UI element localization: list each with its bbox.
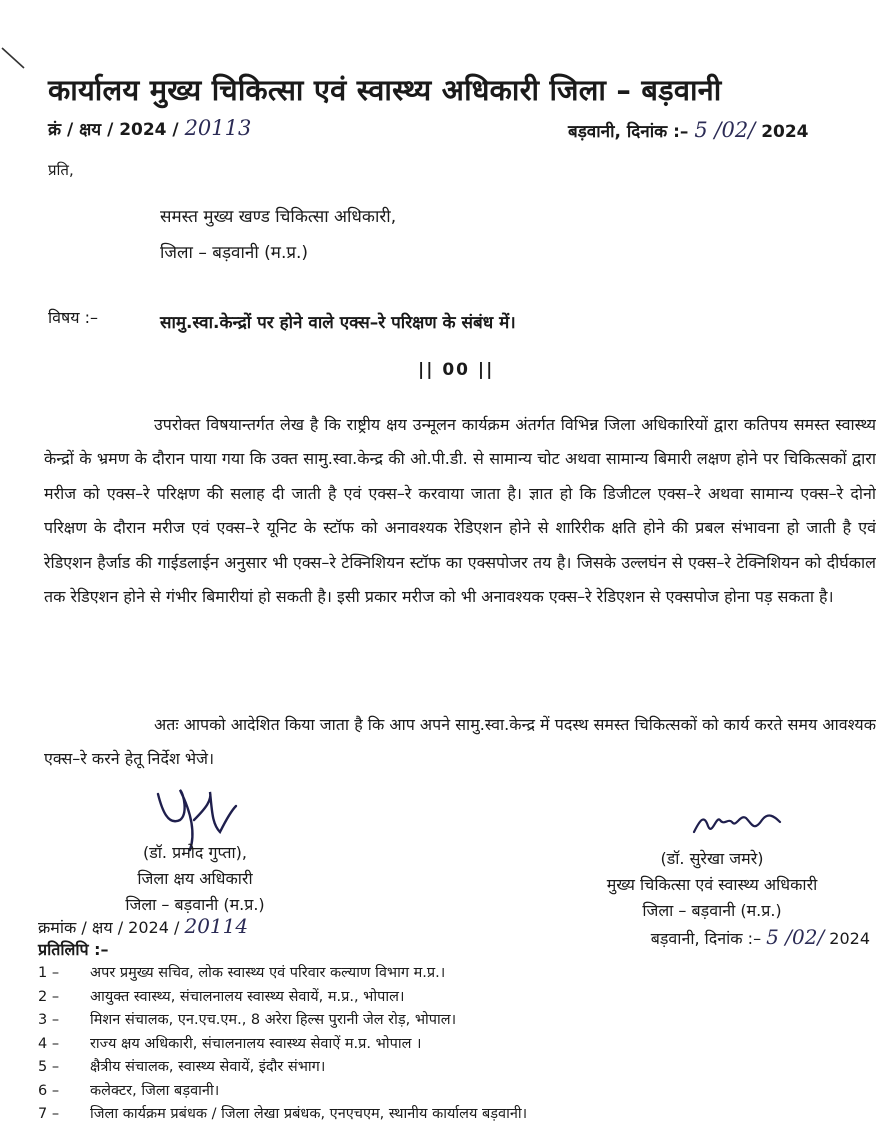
right-date-prefix: बड़वानी, दिनांक :–: [650, 929, 762, 948]
right-signatory-name: (डॉ. सुरेखा जमरे): [660, 849, 764, 868]
reference-handwritten-number: 20113: [184, 116, 252, 140]
copy-reference-handwritten-number: 20114: [184, 914, 249, 938]
list-item: 2 – आयुक्त स्वास्थ्य, संचालनालय स्वास्थ्य सेवायें, म.प्र., भोपाल।: [38, 988, 405, 1005]
right-signatory-block: [552, 846, 872, 952]
list-item: 3 – मिशन संचालक, एन.एच.एम., 8 अरेरा हिल्स पुरानी जेल रोड़, भोपाल।: [38, 1012, 457, 1028]
list-item: 7 – जिला कार्यक्रम प्रबंधक / जिला लेखा प्रबंधक, एनएचएम, स्थानीय कार्यालय बड़वानी।: [38, 1106, 528, 1122]
left-signatory-designation: जिला क्षय अधिकारी: [137, 869, 253, 888]
handwritten-date: 5 /02/: [694, 118, 756, 142]
copy-reference-prefix: क्रमांक / क्षय / 2024 /: [38, 918, 180, 937]
subject-label: विषय :–: [48, 308, 99, 327]
left-signatory-block: [60, 840, 330, 918]
separator-mark: || 00 ||: [418, 360, 495, 380]
right-signatory-location: जिला – बड़वानी (म.प्र.): [642, 901, 782, 920]
issue-year: 2024: [761, 122, 809, 142]
reference-prefix: क्रं / क्षय / 2024 /: [48, 120, 179, 140]
body-paragraph-1: उपरोक्त विषयान्तर्गत लेख है कि राष्ट्रीय क्षय उन्मूलन कार्यक्रम अंतर्गत विभिन्न जिला अधिकारियों द्वारा कतिपय समस्त स्वास्थ्य केन्द्रों के भ्रमण के दौरान पाया गया कि उक्त सामु.स्वा.केन्द्र की ओ.पी.डी. से सामान्य चोट अथवा सामान्य बिमारी लक्षण होने पर चिकित्सकों द्वारा मरीज को एक्स–रे परिक्षण की सलाह दी जाती है एवं एक्स–रे करवाया जाता है। ज्ञात हो कि डिजीटल एक्स–रे अथवा सामान्य एक्स–रे दोनो परिक्षण के दौरान मरीज एवं एक्स–रे यूनिट के स्टॉफ को अनावश्यक रेडिएशन होने से शारिरीक क्षति होने की प्रबल संभावना हो जाती है एवं रेडिएशन हैर्जाड की गाईडलाईन अनुसार भी एक्स–रे टेक्निशियन स्टॉफ का एक्सपोजर तय है। जिसके उल्लघंन से एक्स–रे टेक्निशियन को दीर्घकाल तक रेडिएशन होने से गंभीर बिमारीयां हो सकती है। इसी प्रकार मरीज को भी अनावश्यक एक्स–रे रेडिएशन से एक्सपोज होना पड़ सकता है।: [44, 415, 876, 607]
office-title: कार्यालय मुख्य चिकित्सा एवं स्वास्थ्य अधिकारी जिला – बड़वानी: [48, 73, 722, 107]
copy-recipient-list: [38, 962, 527, 1127]
list-item: 1 – अपर प्रमुख्य सचिव, लोक स्वास्थ्य एवं परिवार कल्याण विभाग म.प्र.।: [38, 965, 446, 981]
issue-date: [568, 118, 809, 142]
corner-pen-mark-icon: [0, 40, 30, 80]
addressee-line-2: जिला – बड़वानी (म.प्र.): [160, 243, 309, 263]
to-label: प्रति,: [48, 161, 74, 179]
copy-reference-number: [38, 914, 248, 938]
copy-to-label: प्रतिलिपि :–: [38, 940, 109, 959]
subject-text: सामु.स्वा.केन्द्रों पर होने वाले एक्स–रे परिक्षण के संबंध में।: [160, 313, 516, 333]
right-signatory-designation: मुख्य चिकित्सा एवं स्वास्थ्य अधिकारी: [606, 875, 818, 894]
left-signatory-name: (डॉ. प्रमोद गुप्ता),: [142, 843, 248, 862]
right-date-year: 2024: [829, 929, 870, 948]
list-item: 5 – क्षैत्रीय संचालक, स्वास्थ्य सेवायें, इंदौर संभाग।: [38, 1059, 326, 1075]
right-signature-icon: [690, 796, 790, 846]
list-item: 6 – कलेक्टर, जिला बड़वानी।: [38, 1082, 220, 1099]
place-date-prefix: बड़वानी, दिनांक :–: [568, 122, 689, 142]
body-paragraph-2: अतः आपको आदेशित किया जाता है कि आप अपने सामु.स्वा.केन्द्र में पदस्थ समस्त चिकित्सकों को कार्य करते समय आवश्यक एक्स–रे करने हेतू निर्देश भेजे।: [44, 715, 876, 769]
right-signatory-date: [552, 924, 872, 952]
left-signatory-location: जिला – बड़वानी (म.प्र.): [125, 895, 265, 914]
reference-number: [48, 116, 251, 140]
right-handwritten-date: 5 /02/: [766, 925, 825, 949]
list-item: 4 – राज्य क्षय अधिकारी, संचालनालय स्वास्थ्य सेवाऐं म.प्र. भोपाल ।: [38, 1035, 422, 1052]
addressee-line-1: समस्त मुख्य खण्ड चिकित्सा अधिकारी,: [160, 207, 397, 227]
